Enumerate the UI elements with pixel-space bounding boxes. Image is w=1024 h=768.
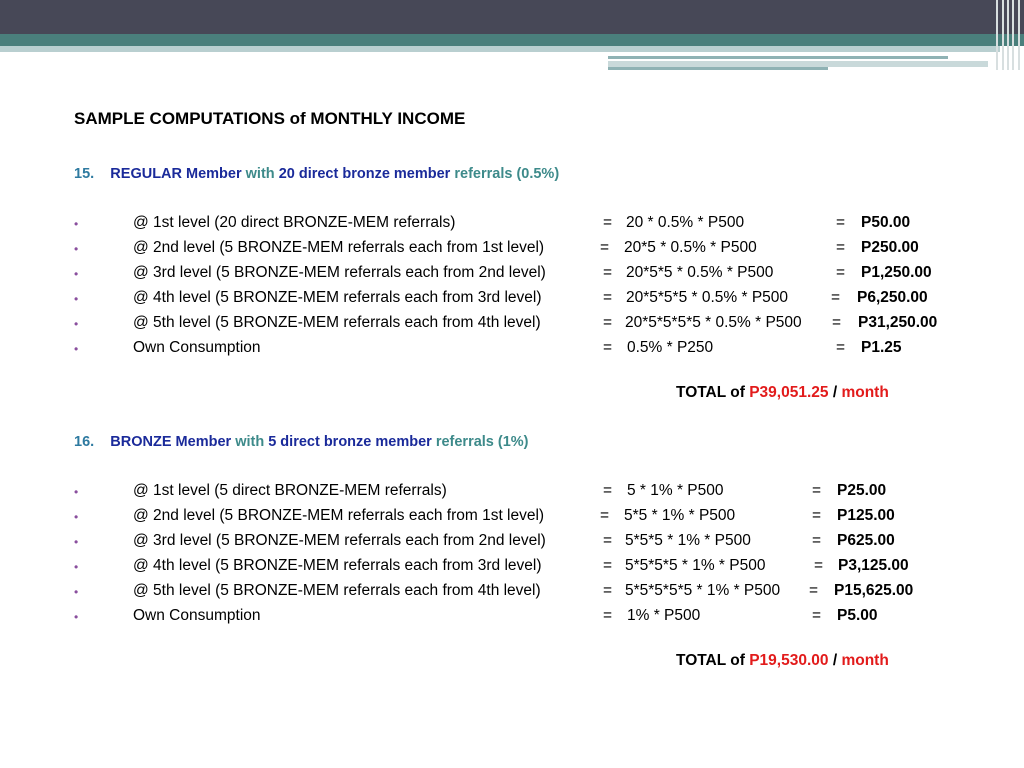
- row-formula: 20*5 * 0.5% * P500: [624, 239, 757, 256]
- equals-sign: =: [812, 482, 822, 499]
- row-result: P3,125.00: [838, 557, 909, 574]
- row-formula: 5*5*5 * 1% * P500: [625, 532, 751, 549]
- bullet-icon: •: [74, 610, 79, 624]
- equals-sign: =: [812, 607, 822, 624]
- equals-sign: =: [812, 532, 822, 549]
- bullet-icon: •: [74, 535, 79, 549]
- equals-sign: =: [603, 557, 613, 574]
- row-result: P15,625.00: [834, 582, 914, 599]
- section-total: [676, 384, 889, 402]
- row-description: @ 2nd level (5 BRONZE-MEM referrals each from 1st level): [133, 507, 545, 524]
- equals-sign: =: [603, 482, 613, 499]
- total-unit: month: [841, 384, 889, 401]
- member-type: BRONZE Member: [110, 434, 232, 450]
- bullet-icon: •: [74, 317, 79, 331]
- bullet-icon: •: [74, 342, 79, 356]
- equals-sign: =: [603, 582, 613, 599]
- row-description: @ 3rd level (5 BRONZE-MEM referrals each from 2nd level): [133, 532, 546, 549]
- equals-sign: =: [603, 314, 613, 331]
- bullet-icon: •: [74, 267, 79, 281]
- row-formula: 20*5*5*5*5 * 0.5% * P500: [625, 314, 802, 331]
- total-slash: /: [832, 652, 838, 669]
- section-number: 16.: [74, 434, 95, 450]
- direct-count: 20 direct bronze member: [278, 166, 451, 182]
- row-result: P5.00: [837, 607, 878, 624]
- total-label: TOTAL of: [676, 384, 745, 401]
- row-formula: 1% * P500: [627, 607, 701, 624]
- row-formula: 5*5*5*5 * 1% * P500: [625, 557, 766, 574]
- equals-sign: =: [836, 239, 846, 256]
- row-result: P1,250.00: [861, 264, 932, 281]
- row-formula: 20*5*5 * 0.5% * P500: [626, 264, 774, 281]
- total-value: P19,530.00: [749, 652, 829, 669]
- slide-title: SAMPLE COMPUTATIONS of MONTHLY INCOME: [74, 109, 466, 128]
- row-description: @ 4th level (5 BRONZE-MEM referrals each from 3rd level): [133, 557, 542, 574]
- row-result: P250.00: [861, 239, 919, 256]
- equals-sign: =: [832, 314, 842, 331]
- row-result: P6,250.00: [857, 289, 928, 306]
- equals-sign: =: [831, 289, 841, 306]
- row-description: Own Consumption: [133, 607, 261, 624]
- row-result: P50.00: [861, 214, 911, 231]
- section-number: 15.: [74, 166, 95, 182]
- row-description: @ 5th level (5 BRONZE-MEM referrals each from 4th level): [133, 314, 541, 331]
- equals-sign: =: [603, 339, 613, 356]
- heading-with: with: [235, 434, 265, 450]
- bullet-icon: •: [74, 560, 79, 574]
- row-description: @ 3rd level (5 BRONZE-MEM referrals each from 2nd level): [133, 264, 546, 281]
- equals-sign: =: [836, 214, 846, 231]
- row-description: @ 1st level (20 direct BRONZE-MEM referrals): [133, 214, 456, 231]
- row-formula: 5*5 * 1% * P500: [624, 507, 736, 524]
- row-result: P25.00: [837, 482, 887, 499]
- equals-sign: =: [809, 582, 819, 599]
- equals-sign: =: [603, 532, 613, 549]
- header-decor-line: [608, 56, 948, 59]
- row-formula: 0.5% * P250: [627, 339, 714, 356]
- total-value: P39,051.25: [749, 384, 829, 401]
- heading-with: with: [245, 166, 275, 182]
- row-formula: 5*5*5*5*5 * 1% * P500: [625, 582, 781, 599]
- row-formula: 20 * 0.5% * P500: [626, 214, 745, 231]
- header-teal-bar: [0, 34, 1024, 46]
- bullet-icon: •: [74, 242, 79, 256]
- equals-sign: =: [603, 289, 613, 306]
- equals-sign: =: [600, 239, 610, 256]
- header-decor-line: [608, 67, 828, 70]
- equals-sign: =: [812, 507, 822, 524]
- bullet-icon: •: [74, 510, 79, 524]
- equals-sign: =: [603, 264, 613, 281]
- header-dark-bar: [0, 0, 1024, 34]
- section-heading: [74, 166, 559, 182]
- row-description: @ 4th level (5 BRONZE-MEM referrals each from 3rd level): [133, 289, 542, 306]
- equals-sign: =: [603, 607, 613, 624]
- header-pale-band: [0, 46, 1000, 52]
- equals-sign: =: [603, 214, 613, 231]
- member-type: REGULAR Member: [110, 166, 242, 182]
- bullet-icon: •: [74, 217, 79, 231]
- row-description: @ 5th level (5 BRONZE-MEM referrals each from 4th level): [133, 582, 541, 599]
- bullet-icon: •: [74, 292, 79, 306]
- equals-sign: =: [836, 339, 846, 356]
- section-total: [676, 652, 889, 670]
- row-result: P625.00: [837, 532, 895, 549]
- total-slash: /: [832, 384, 838, 401]
- row-result: P125.00: [837, 507, 895, 524]
- row-description: Own Consumption: [133, 339, 261, 356]
- section-heading: [74, 434, 529, 450]
- equals-sign: =: [814, 557, 824, 574]
- row-formula: 5 * 1% * P500: [627, 482, 724, 499]
- bullet-icon: •: [74, 585, 79, 599]
- header-decor-vertical-lines: [994, 0, 1024, 70]
- total-unit: month: [841, 652, 889, 669]
- referral-rate: referrals (1%): [435, 434, 529, 450]
- referral-rate: referrals (0.5%): [454, 166, 560, 182]
- bullet-icon: •: [74, 485, 79, 499]
- row-result: P31,250.00: [858, 314, 938, 331]
- equals-sign: =: [836, 264, 846, 281]
- row-description: @ 1st level (5 direct BRONZE-MEM referrals): [133, 482, 447, 499]
- row-description: @ 2nd level (5 BRONZE-MEM referrals each from 1st level): [133, 239, 545, 256]
- equals-sign: =: [600, 507, 610, 524]
- row-result: P1.25: [861, 339, 902, 356]
- row-formula: 20*5*5*5 * 0.5% * P500: [626, 289, 789, 306]
- total-label: TOTAL of: [676, 652, 745, 669]
- direct-count: 5 direct bronze member: [268, 434, 432, 450]
